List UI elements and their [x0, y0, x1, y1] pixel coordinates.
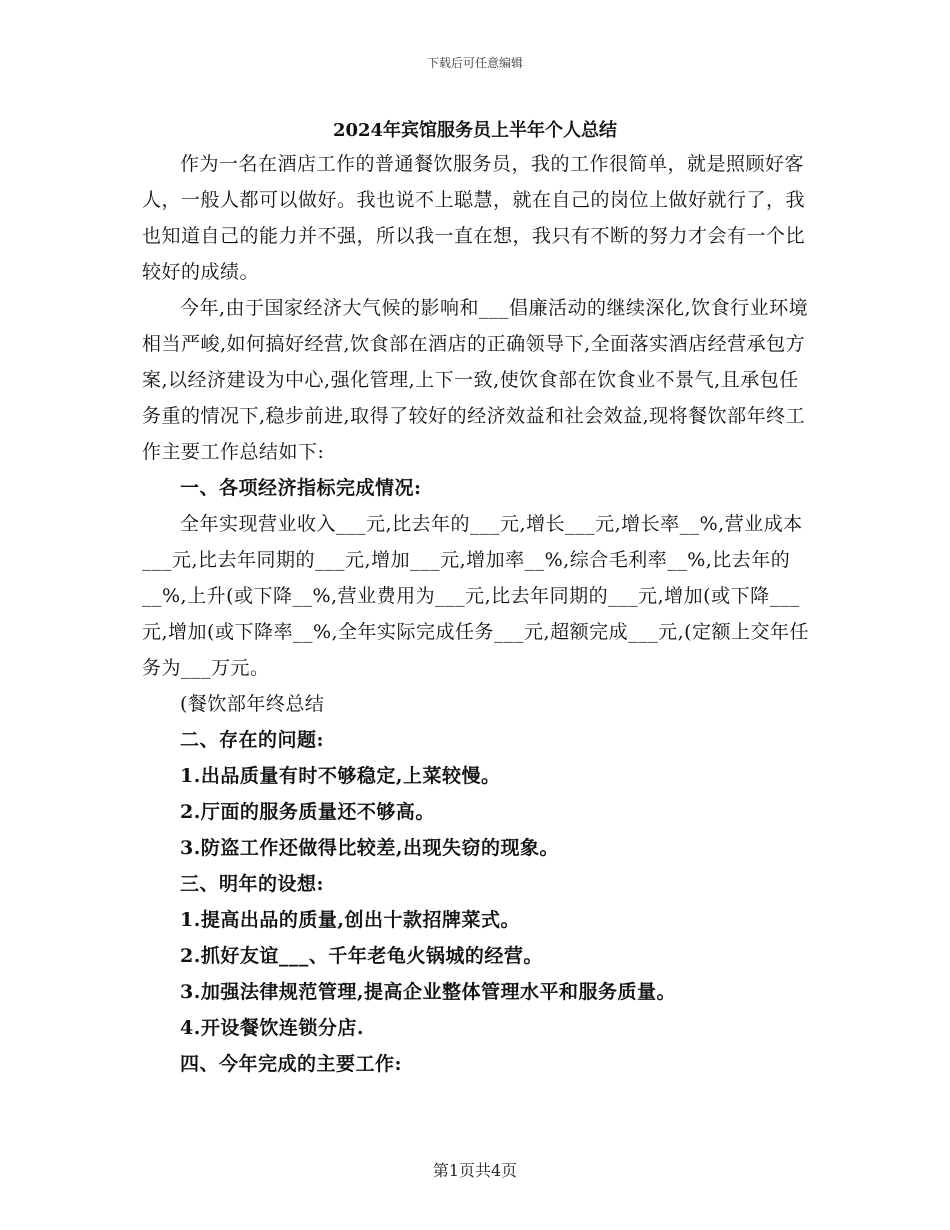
list-item-plan-3: 3.加强法律规范管理,提高企业整体管理水平和服务质量。 — [180, 981, 676, 1003]
section-heading-2: 二、存在的问题: — [180, 729, 325, 751]
page-number: 第1页共4页 — [432, 1161, 518, 1180]
section-heading-3: 三、明年的设想: — [180, 873, 325, 895]
list-item-plan-2: 2.抓好友谊___、千年老龟火锅城的经营。 — [180, 945, 543, 967]
list-item-plan-4: 4.开设餐饮连锁分店. — [180, 1017, 364, 1039]
header-note: 下载后可任意编辑 — [426, 56, 523, 70]
list-item-problem-1: 1.出品质量有时不够稳定,上菜较慢。 — [180, 765, 501, 787]
list-item-problem-2: 2.厅面的服务质量还不够高。 — [180, 801, 435, 823]
section-heading-4: 四、今年完成的主要工作: — [180, 1053, 403, 1075]
document-title: 2024年宾馆服务员上半年个人总结 — [332, 120, 618, 141]
paragraph-indicators: 全年实现营业收入___元,比去年的___元,增长___元,增长率__%,营业成本___元,比去年同期的___元,增加___元,增加率__%,综合毛利率__%,比去年的__%,上升(或下降__%,营业费用为___元,比去年同期的___元,增加(或下降___元,增加(或下降率__%,全年实际完成任务___元,超额完成___元,(定额上交年任务为___万元。 — [142, 513, 810, 679]
paragraph-background: 今年,由于国家经济大气候的影响和___倡廉活动的继续深化,饮食行业环境相当严峻,如何搞好经营,饮食部在酒店的正确领导下,全面落实酒店经营承包方案,以经济建设为中心,强化管理,上下一致,使饮食部在饮食业不景气,且承包任务重的情况下,稳步前进,取得了较好的经济效益和社会效益,现将餐饮部年终工作主要工作总结如下: — [142, 297, 809, 463]
paragraph-note: (餐饮部年终总结 — [180, 693, 325, 715]
list-item-problem-3: 3.防盗工作还做得比较差,出现失窃的现象。 — [180, 837, 559, 859]
section-heading-1: 一、各项经济指标完成情况: — [180, 477, 422, 499]
document-body — [142, 146, 810, 1082]
paragraph-intro: 作为一名在酒店工作的普通餐饮服务员，我的工作很简单，就是照顾好客人，一般人都可以做好。我也说不上聪慧，就在自己的岗位上做好就行了，我也知道自己的能力并不强，所以我一直在想，我只有不断的努力才会有一个比较好的成绩。 — [142, 153, 806, 283]
list-item-plan-1: 1.提高出品的质量,创出十款招牌菜式。 — [180, 909, 520, 931]
